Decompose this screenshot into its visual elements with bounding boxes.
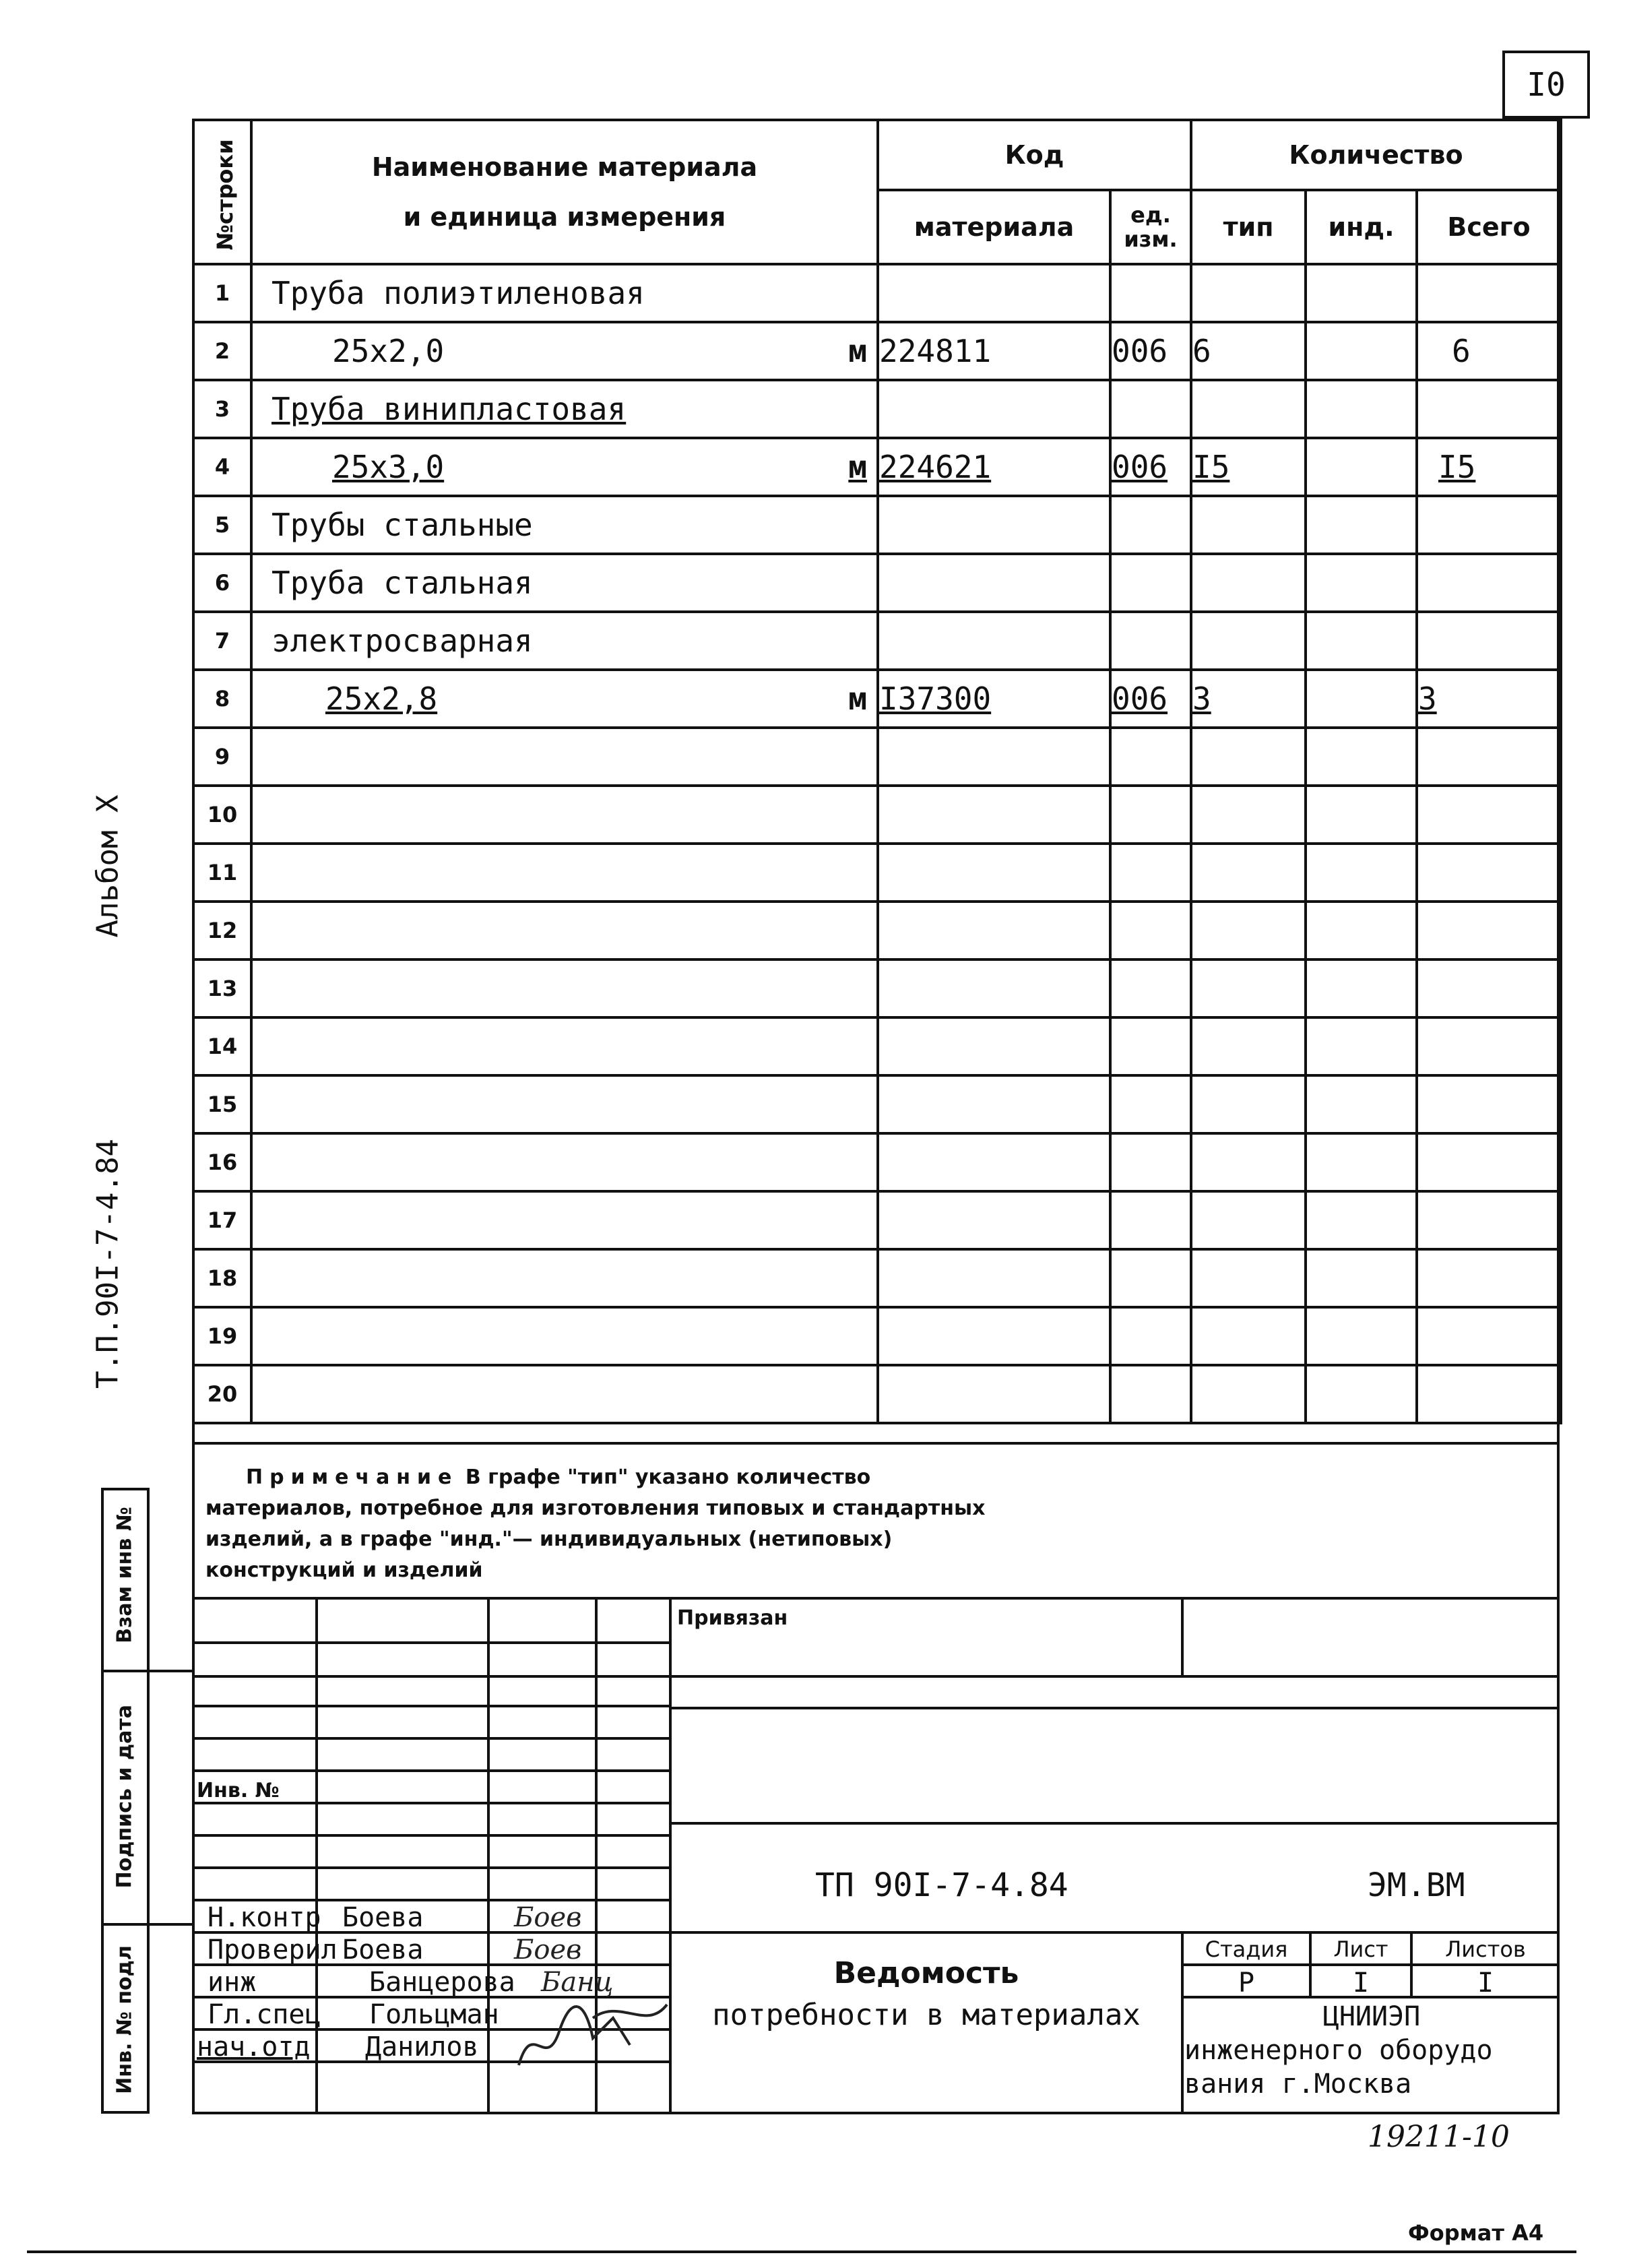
stage-label: Стадия: [1205, 1936, 1288, 1962]
row-name: 25x2,8 м: [251, 670, 878, 728]
table-row: 3 Труба винипластовая: [193, 380, 1561, 438]
table-row: 17: [193, 1191, 1561, 1249]
table-row: 10: [193, 786, 1561, 844]
table-row: 7 электросварная: [193, 612, 1561, 670]
document-title: [670, 1953, 1182, 2036]
signer-row: Н.контр Боева Боев: [207, 1902, 582, 1933]
table-row: 8 25x2,8 м I37300 006 3 3: [193, 670, 1561, 728]
signer-row: Гл.спец Гольцман: [207, 1999, 499, 2030]
table-row: 1 Труба полиэтиленовая: [193, 264, 1561, 322]
format-label: Формат А4: [1408, 2220, 1544, 2246]
row-name: Труба стальная: [251, 554, 878, 612]
sheet-label: Лист: [1333, 1936, 1388, 1962]
sheets-label: Листов: [1445, 1936, 1526, 1962]
stage-value: Р: [1238, 1967, 1255, 1998]
archive-number: 19211-10: [1368, 2120, 1510, 2154]
album-label: Альбом X: [90, 794, 125, 938]
header-qty-type: тип: [1191, 190, 1306, 264]
row-name: 25x2,0 м: [251, 322, 878, 380]
signer-row: инж Банцерова Банц: [207, 1967, 614, 1998]
project-code-side-label: Т.П.90I-7-4.84: [90, 1139, 125, 1389]
header-code-unit: ед. изм.: [1110, 190, 1191, 264]
header-name: Наименование материала и единица измерения: [251, 120, 878, 264]
organization-line3: вания г.Москва: [1184, 2069, 1412, 2100]
document-title-line2: потребности в материалах: [712, 1998, 1141, 2032]
table-row: 18: [193, 1249, 1561, 1307]
row-name: Труба полиэтиленовая: [251, 264, 878, 322]
signer-row: нач.отд Данилов: [197, 2031, 479, 2062]
table-row: 4 25x3,0 м 224621 006 I5 I5: [193, 438, 1561, 496]
document-title-line1: Ведомость: [833, 1956, 1019, 1990]
podpis-data-label: Подпись и дата: [113, 1705, 137, 1889]
page-bottom-line: [27, 2250, 1576, 2253]
table-row: 9: [193, 728, 1561, 786]
table-row: 2 25x2,0 м 224811 006 6 6: [193, 322, 1561, 380]
header-row-no: №строки: [193, 120, 251, 264]
table-row: 12: [193, 902, 1561, 959]
table-row: 13: [193, 959, 1561, 1017]
row-name: 25x3,0 м: [251, 438, 878, 496]
materials-table: [192, 119, 1562, 1424]
header-code: Код: [878, 120, 1191, 190]
row-name: электросварная: [251, 612, 878, 670]
vzam-inv-label: Взам инв №: [113, 1507, 137, 1643]
row-name: Труба винипластовая: [251, 380, 878, 438]
row-name: Трубы стальные: [251, 496, 878, 554]
sheet-number: I0: [1527, 65, 1566, 104]
sheet-value: I: [1352, 1967, 1370, 1998]
table-row: 11: [193, 844, 1561, 902]
table-row: 15: [193, 1075, 1561, 1133]
signature-scribble: [512, 1991, 674, 2079]
header-qty-ind: инд.: [1306, 190, 1417, 264]
signer-row: Проверил Боева Боев: [207, 1934, 582, 1965]
table-row: 16: [193, 1133, 1561, 1191]
table-row: 19: [193, 1307, 1561, 1365]
table-row: 6 Труба стальная: [193, 554, 1561, 612]
document-mark: ЭМ.ВМ: [1368, 1866, 1465, 1904]
header-row-1: [193, 120, 1561, 190]
sheets-value: I: [1477, 1967, 1494, 1998]
organization-line2: инженерного оборудо: [1184, 2035, 1493, 2066]
note-heading: Примечание: [246, 1466, 459, 1489]
note-text: В графе "тип" указано количество материалов, потребное для изготовления типовых и стандартных изделий, а в графе "инд."— индивидуальных (нетиповых) конструкций и изделий: [205, 1466, 986, 1582]
inv-podl-label: Инв. № подл: [113, 1945, 137, 2094]
privyazan-label: Привязан: [677, 1606, 788, 1630]
header-code-material: материала: [878, 190, 1110, 264]
header-qty-total: Всего: [1417, 190, 1561, 264]
table-row: 5 Трубы стальные: [193, 496, 1561, 554]
document-code: ТП 90I-7-4.84: [815, 1866, 1068, 1904]
sheet-number-box: [1502, 51, 1590, 119]
inv-no-label: Инв. №: [197, 1779, 280, 1802]
table-row: 20: [193, 1365, 1561, 1423]
header-quantity: Количество: [1191, 120, 1561, 190]
organization: [1184, 2000, 1559, 2101]
organization-line1: ЦНИИЭП: [1322, 2001, 1421, 2032]
table-row: 14: [193, 1017, 1561, 1075]
